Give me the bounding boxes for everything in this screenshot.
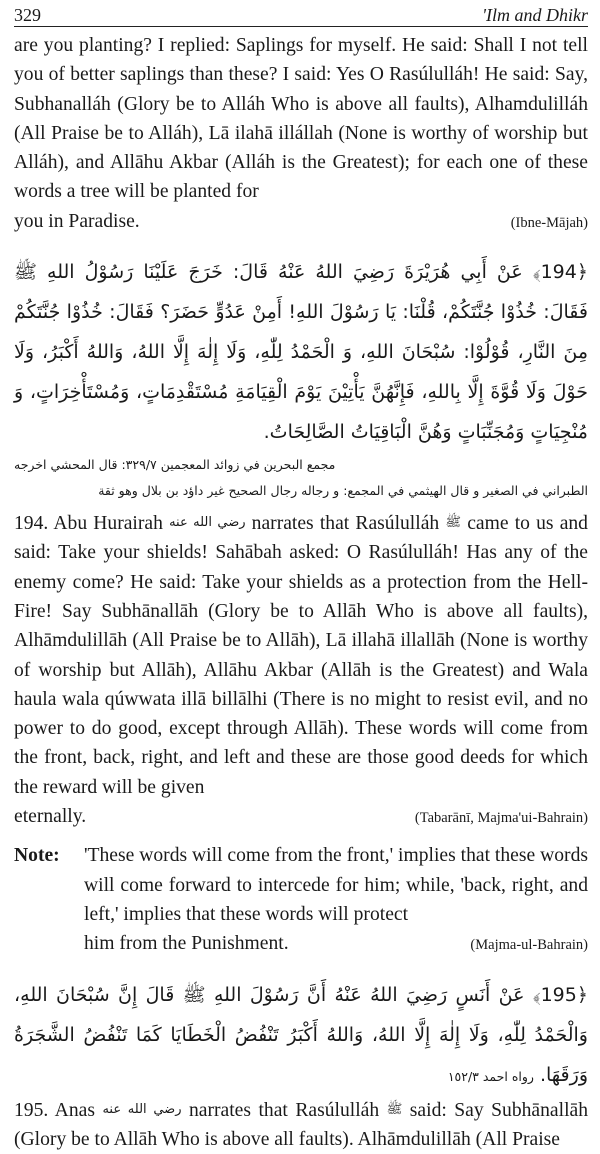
arabic-reference-2: الطبراني في الصغير و قال الهيثمي في المجمع: و رجاله رجال الصحيح غير داؤد بن بلال وهو ثقة [98,483,588,499]
hadith-194-translation [14,508,588,802]
page-header [14,0,588,27]
translation-start: 195. Anas [14,1099,103,1121]
arabic-reference: رواه احمد ١٥٢/٣ [447,1068,534,1084]
honorific-glyph: ﷺ [445,515,462,531]
translation-text: came to us and said: Take your shields! Sahābah asked: O Rasúlulláh! Has any of the enemy come? He said: Take your shields as a protection from the Hell-Fire! Say Subhānallāh (Glory be to Allāh Who is above all faults), Alhāmdulillāh (All Praise be to Allāh), Lā illahā illallāh (None is worthy of worship but Allāh), Allāhu Akbar (Allāh is the Greatest) and Wala haula wala qúwwata illā billālhi (There is no might to resist evil, and no power to do good, except through Allāh). These words will come from the front, back, right, and left and these are those good deeds for which the reward will be given [14,513,588,798]
hadith-number-ornament: ﴿195﴾ [532,983,588,1006]
honorific-glyph: ﷺ [386,1101,403,1117]
note-last-line: him from the Punishment. [84,933,289,955]
hadith-195-translation [14,1095,588,1154]
hadith-number: 195 [540,983,577,1006]
translation-mid: narrates that Rasúlulláh [245,513,446,535]
note-body [84,841,588,960]
hadith-number-ornament: ﴿194﴾ [532,261,588,284]
paragraph-last-line: you in Paradise. [14,210,140,232]
arabic-reference-1: مجمع البحرين في زوائد المعجمين ٣٢٩/٧: قال المحشي اخرجه [14,457,336,473]
arabic-text: عَنْ أَنَسٍ رَضِيَ اللهُ عَنْهُ أَنَّ رَسُوْلَ اللهِ ﷺ قَالَ إِنَّ سُبْحَانَ اللهِ، وَالْحَمْدُ لِلّٰهِ، وَلَا إِلٰهَ إِلَّا اللهُ، وَاللهُ أَكْبَرُ تَنْفُضُ الْخَطَايَا كَمَا تَنْفُضُ الشَّجَرَةُ وَرَقَهَا. [14,983,588,1086]
arabic-text: عَنْ أَبِي هُرَيْرَةَ رَضِيَ اللهُ عَنْهُ قَالَ: خَرَجَ عَلَيْنَا رَسُوْلُ اللهِ ﷺ فَقَالَ: خُذُوْا جُنَّتَكُمْ، قُلْنَا: يَا رَسُوْلَ اللهِ! أَمِنْ عَدُوٍّ حَضَرَ؟ فَقَالَ: خُذُوْا جُنَّتَكُمْ مِنَ النَّارِ، قُوْلُوْا: سُبْحَانَ اللهِ، وَ الْحَمْدُ لِلّٰهِ، وَلَا إِلٰهَ إِلَّا اللهُ، وَاللهُ أَكْبَرُ، وَلَا حَوْلَ وَلَا قُوَّةَ إِلَّا بِاللهِ، فَإِنَّهُنَّ يَأْتِيْنَ يَوْمَ الْقِيَامَةِ مُسْتَقْدِمَاتٍ، وَمُسْتَأْخِرَاتٍ، وَ مُنْجِيَاتٍ وَمُجَنِّبَاتٍ وَهُنَّ الْبَاقِيَاتُ الصَّالِحَاتُ. [14,261,588,444]
note-block [14,841,588,960]
source-line [84,929,588,960]
source-citation: (Majma-ul-Bahrain) [470,937,588,954]
hadith-195-arabic [14,975,588,1095]
source-line [14,802,588,833]
translation-last-line: eternally. [14,806,87,828]
paragraph-continuation [14,31,588,207]
honorific-glyph: رضي الله عنه [169,515,246,531]
translation-mid: narrates that Rasúlulláh [181,1099,387,1121]
paragraph-text: are you planting? I replied: Saplings for myself. He said: Shall I not tell you of better saplings than these? I said: Yes O Rasúlulláh! He said: Say, Subhanalláh (Glory be to Alláh Who is above all faults), Alhamdulilláh (All Praise be to Alláh), Lā ilahā illállah (None is worthy of worship but Alláh), and Allāhu Akbar (Alláh is the Greatest); for each one of these words a tree will be planted for [14,35,588,203]
source-line [14,207,588,238]
source-citation: (Tabarānī, Majma'ui-Bahrain) [414,810,588,827]
note-text: 'These words will come from the front,' implies that these words will come forward to intercede for him; while, 'back, right, and left,' implies that these words will protect [84,845,588,925]
running-title: 'Ilm and Dhikr [482,5,588,25]
honorific-glyph: رضي الله عنه [102,1101,182,1117]
translation-start: 194. Abu Hurairah [14,513,163,535]
translation-text: said: Say Subhānallāh (Glory be to Allāh Who is above all faults). Alhāmdulillāh (All Praise [14,1099,589,1150]
hadith-194-arabic [14,252,588,452]
note-label: Note: [14,845,60,867]
hadith-number: 194 [540,261,577,284]
page-number: 329 [14,5,41,25]
source-citation: (Ibne-Mājah) [510,214,588,231]
